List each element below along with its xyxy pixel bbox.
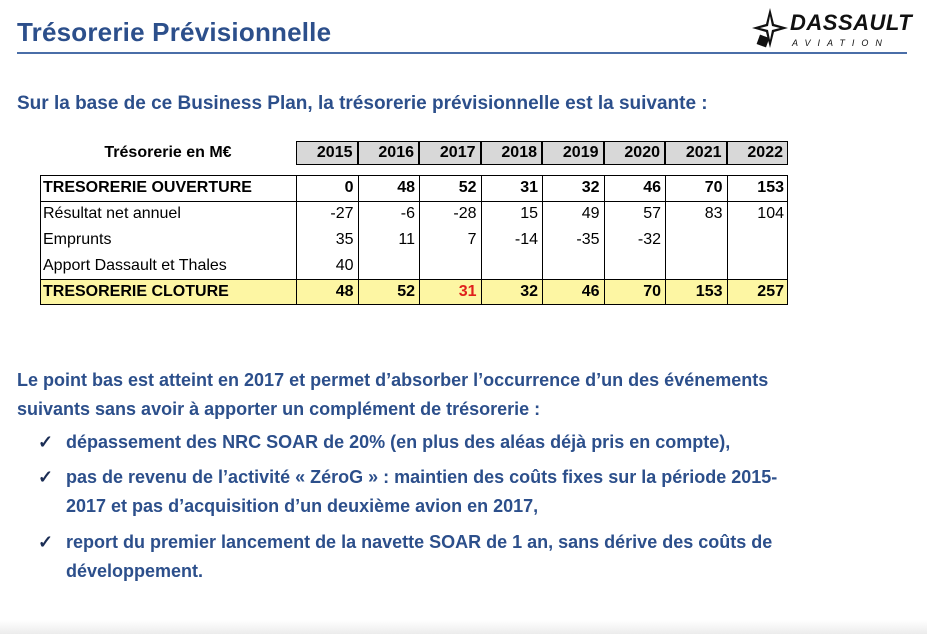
year-cell: 2020 [604,141,666,165]
row-label: TRESORERIE OUVERTURE [43,179,252,196]
table-cell: 153 [695,283,723,300]
page-title: Trésorerie Prévisionnelle [17,17,332,47]
table-cell [604,253,666,279]
year-cell: 2017 [419,141,481,165]
table-row-net-result [40,201,788,227]
year-cell: 2019 [542,141,604,165]
table-row-opening [40,175,788,201]
logo-subtitle: AVIATION [792,38,889,48]
table-row-contribution [40,253,788,279]
table-cell: 7 [467,231,477,248]
table-cell: 32 [581,179,600,196]
table-cell: 57 [643,205,661,222]
table-cell [665,227,727,253]
table-cell: -6 [400,205,415,222]
table-cell: -35 [576,231,600,248]
table-cell [358,253,420,279]
year-cell: 2016 [358,141,420,165]
table-cell: 46 [581,283,600,300]
table-cell [665,253,727,279]
table-cell: 48 [335,283,354,300]
year-cell: 2018 [481,141,543,165]
table-cell: 153 [757,179,784,196]
table-cell: -14 [514,231,538,248]
bullet-text: pas de revenu de l’activité « ZéroG » : maintien des coûts fixes sur la période 2015- [66,467,778,487]
checkmark-icon: ✓ [38,432,54,452]
summary-paragraph-line-2: suivants sans avoir à apporter un complément de trésorerie : [17,399,541,419]
checkmark-icon: ✓ [38,467,54,487]
table-cell: 49 [581,205,600,222]
table-cell: 35 [335,231,354,248]
row-label: TRESORERIE CLOTURE [43,283,229,300]
table-cell: 32 [520,283,538,300]
row-label: Apport Dassault et Thales [43,257,227,274]
bullet-item [38,463,908,521]
table-cell: 15 [520,205,538,222]
table-cell: 83 [704,205,723,222]
table-header-label: Trésorerie en M€ [104,144,232,161]
table-cell: 11 [398,231,415,248]
table-cell: 0 [344,179,354,196]
logo-wordmark: DASSAULT [790,10,913,35]
year-cell: 2015 [296,141,358,165]
table-cell [419,253,481,279]
bullet-item [38,428,908,457]
table-cell: 46 [643,179,661,196]
intro-text: Sur la base de ce Business Plan, la trésorerie prévisionnelle est la suivante : [17,93,708,114]
table-cell: 70 [704,179,723,196]
table-cell: 31 [520,179,538,196]
year-cell: 2022 [727,141,789,165]
title-underline [17,52,907,54]
table-cell [542,253,604,279]
dassault-logo [748,6,918,50]
row-label: Emprunts [43,231,112,248]
table-cell: -28 [453,205,477,222]
table-row-loans [40,227,788,253]
table-cell: 104 [757,205,784,222]
bullet-text-continued: 2017 et pas d’acquisition d’un deuxième avion en 2017, [66,496,539,516]
row-label: Résultat net annuel [43,205,181,222]
table-cell: 70 [643,283,661,300]
bullet-text-continued: développement. [66,561,204,581]
slide-bottom-edge [0,620,927,634]
table-cell: -27 [330,205,354,222]
bullet-item [38,528,908,586]
bullet-text: report du premier lancement de la navette SOAR de 1 an, sans dérive des coûts de [66,532,773,552]
table-cell [727,227,789,253]
table-cell: -32 [637,231,661,248]
table-cell: 52 [397,283,415,300]
low-point-cell: 31 [458,283,477,300]
table-cell: 257 [757,283,784,300]
table-cell: 52 [458,179,477,196]
year-cell: 2021 [665,141,727,165]
table-cell [481,253,543,279]
table-cell: 48 [397,179,415,196]
table-row-closing [40,279,788,305]
table-cell [727,253,789,279]
summary-paragraph-line-1: Le point bas est atteint en 2017 et permet d’absorber l’occurrence d’un des événements [17,370,769,390]
dassault-emblem-icon [750,6,790,50]
bullet-text: dépassement des NRC SOAR de 20% (en plus des aléas déjà pris en compte), [66,432,731,452]
checkmark-icon: ✓ [38,532,54,552]
table-cell: 40 [335,257,354,274]
